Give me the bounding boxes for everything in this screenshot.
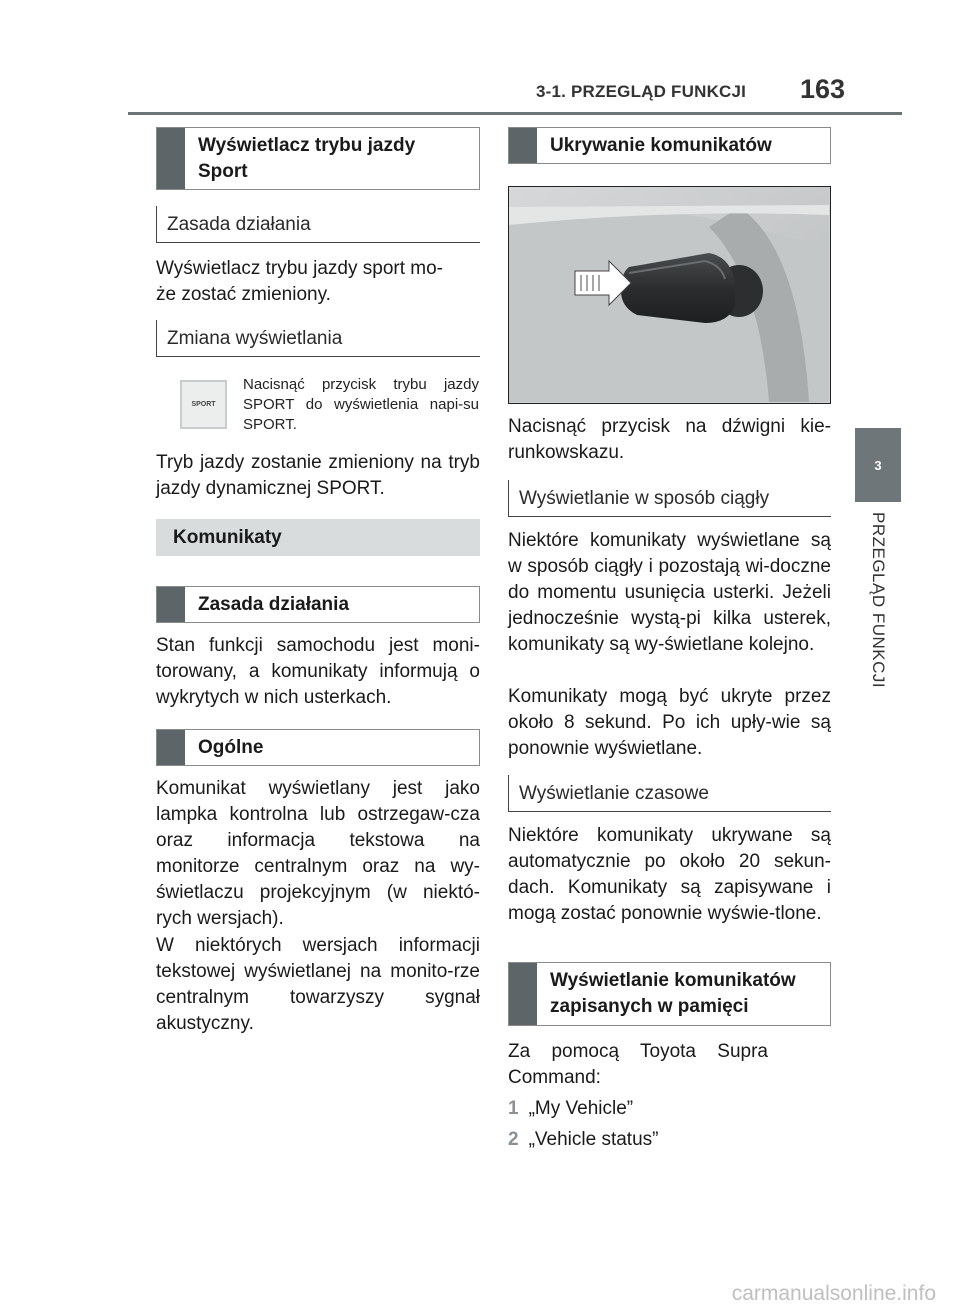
- chapter-label: PRZEGLĄD FUNKCJI: [869, 512, 888, 689]
- paragraph: W niektórych wersjach informacji tekstowej wyświetlanej na monito-rze centralnym towarzyszy sygnał akustyczny.: [156, 935, 480, 1034]
- heading-bar: [157, 587, 185, 622]
- subheading-text: Wyświetlanie w sposób ciągły: [519, 488, 770, 509]
- step-text: „My Vehicle”: [528, 1098, 634, 1119]
- paragraph: Za pomocą Toyota Supra Command:: [508, 1041, 768, 1088]
- subheading-principle: [156, 206, 480, 243]
- heading-messages: [156, 519, 480, 556]
- heading-principle: [156, 586, 480, 623]
- paragraph: Stan funkcji samochodu jest moni-torowany, a komunikaty informują o wykrytych w nich usterkach.: [156, 635, 480, 708]
- heading-bar: [157, 128, 185, 189]
- step-item: [508, 1096, 831, 1122]
- instruction-text: Nacisnąć przycisk trybu jazdy SPORT do wyświetlenia napi-su SPORT.: [243, 376, 479, 433]
- step-number: 1: [508, 1098, 519, 1119]
- subheading-change-display: [156, 320, 480, 357]
- heading-text: Ukrywanie komunikatów: [550, 134, 772, 156]
- sport-button-image: [180, 380, 227, 429]
- paragraph: Tryb jazdy zostanie zmieniony na tryb jazdy dynamicznej SPORT.: [156, 452, 480, 499]
- paragraph: Wyświetlacz trybu jazdy sport mo- że zostać zmieniony.: [156, 258, 444, 305]
- subheading-text: Wyświetlanie czasowe: [519, 783, 709, 804]
- heading-bar: [509, 128, 537, 163]
- heading-bar: [157, 730, 185, 765]
- heading-text: Komunikaty: [173, 526, 282, 548]
- paragraph: Komunikaty mogą być ukryte przez około 8 sekund. Po ich upły-wie są ponownie wyświetlane.: [508, 686, 831, 759]
- heading-bar: [509, 963, 537, 1025]
- heading-sport-display: [156, 127, 480, 190]
- paragraph: Niektóre komunikaty wyświetlane są w sposób ciągły i pozostają wi-doczne do momentu usunięcia usterki. Jeżeli jednocześnie wystą-pi kilka usterek, komunikaty są wy-świetlane kolejno.: [508, 530, 831, 655]
- subheading-continuous-display: [508, 480, 831, 517]
- sport-button-caption: SPORT: [191, 401, 216, 408]
- paragraph: Komunikat wyświetlany jest jako lampka kontrolna lub ostrzegaw-cza oraz informacja tekstowa na monitorze centralnym oraz na wy-świetlaczu projekcyjnym (w niektó-rych wersjach).: [156, 778, 480, 929]
- section-title: 3-1. PRZEGLĄD FUNKCJI: [536, 82, 747, 101]
- watermark: carmanualsonline.info: [731, 1282, 936, 1305]
- heading-general: [156, 729, 480, 766]
- heading-text: Wyświetlacz trybu jazdy Sport: [198, 134, 416, 182]
- step-text: „Vehicle status”: [528, 1129, 659, 1150]
- chapter-tab: 3: [855, 428, 901, 502]
- heading-hide-messages: [508, 127, 831, 164]
- lever-illustration: [509, 187, 829, 402]
- subheading-text: Zasada działania: [167, 214, 311, 235]
- heading-text: Ogólne: [198, 736, 264, 758]
- paragraph: Nacisnąć przycisk na dźwigni kie-runkowskazu.: [508, 416, 831, 463]
- step-number: 2: [508, 1129, 519, 1150]
- heading-text: Zasada działania: [198, 593, 350, 615]
- subheading-text: Zmiana wyświetlania: [167, 328, 343, 349]
- heading-stored-messages: [508, 962, 831, 1026]
- heading-text: Wyświetlanie komunikatów zapisanych w pamięci: [550, 970, 796, 1017]
- paragraph: Niektóre komunikaty ukrywane są automatycznie po około 20 sekun-dach. Komunikaty są zapisywane i mogą zostać ponownie wyświe-tlone.: [508, 825, 831, 924]
- turn-signal-lever-photo: [508, 186, 831, 404]
- subheading-temporary-display: [508, 775, 831, 812]
- page-number: 163: [800, 74, 846, 104]
- header-divider: [128, 112, 902, 115]
- step-item: [508, 1127, 831, 1153]
